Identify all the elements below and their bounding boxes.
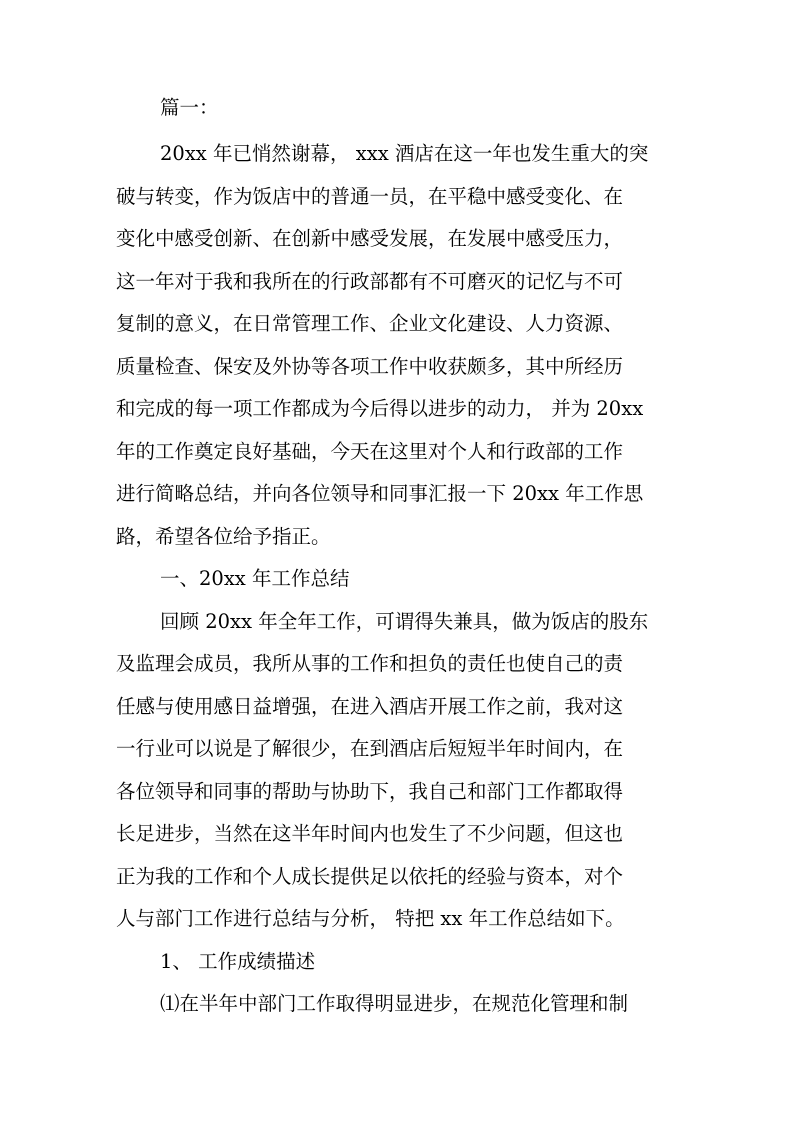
paragraph-line: 人与部门工作进行总结与分析， 特把 xx 年工作总结如下。	[116, 907, 625, 930]
paragraph-line: 及监理会成员，我所从事的工作和担负的责任也使自己的责	[116, 652, 624, 675]
paragraph-line: 年的工作奠定良好基础，今天在这里对个人和行政部的工作	[116, 440, 624, 463]
paragraph-line: 各位领导和同事的帮助与协助下，我自己和部门工作都取得	[116, 780, 624, 803]
paragraph-line: 和完成的每一项工作都成为今后得以进步的动力， 并为 20xx	[116, 397, 644, 420]
paragraph-line: 路，希望各位给予指正。	[116, 525, 331, 548]
paragraph-line: 正为我的工作和个人成长提供足以依托的经验与资本，对个	[116, 865, 624, 888]
paragraph-line: 20xx 年已悄然谢幕， xxx 酒店在这一年也发生重大的突	[160, 142, 649, 165]
section-heading-part-one: 篇一：	[160, 96, 219, 119]
subsection-heading: 1、 工作成绩描述	[160, 950, 316, 973]
paragraph-line: 复制的意义，在日常管理工作、企业文化建设、人力资源、	[116, 312, 624, 335]
paragraph-line: ⑴在半年中部门工作取得明显进步，在规范化管理和制	[160, 992, 629, 1015]
paragraph-line: 任感与使用感日益增强，在进入酒店开展工作之前，我对这	[116, 695, 624, 718]
paragraph-line: 回顾 20xx 年全年工作，可谓得失兼具，做为饭店的股东	[160, 610, 649, 633]
paragraph-line: 一行业可以说是了解很少，在到酒店后短短半年时间内，在	[116, 737, 624, 760]
paragraph-line: 进行简略总结，并向各位领导和同事汇报一下 20xx 年工作思	[116, 482, 644, 505]
paragraph-line: 质量检查、保安及外协等各项工作中收获颇多，其中所经历	[116, 355, 624, 378]
paragraph-line: 破与转变，作为饭店中的普通一员，在平稳中感受变化、在	[116, 185, 624, 208]
paragraph-line: 变化中感受创新、在创新中感受发展，在发展中感受压力，	[116, 227, 624, 250]
section-heading-summary: 一、20xx 年工作总结	[160, 567, 350, 590]
paragraph-line: 这一年对于我和我所在的行政部都有不可磨灭的记忆与不可	[116, 270, 624, 293]
paragraph-line: 长足进步，当然在这半年时间内也发生了不少问题，但这也	[116, 822, 624, 845]
